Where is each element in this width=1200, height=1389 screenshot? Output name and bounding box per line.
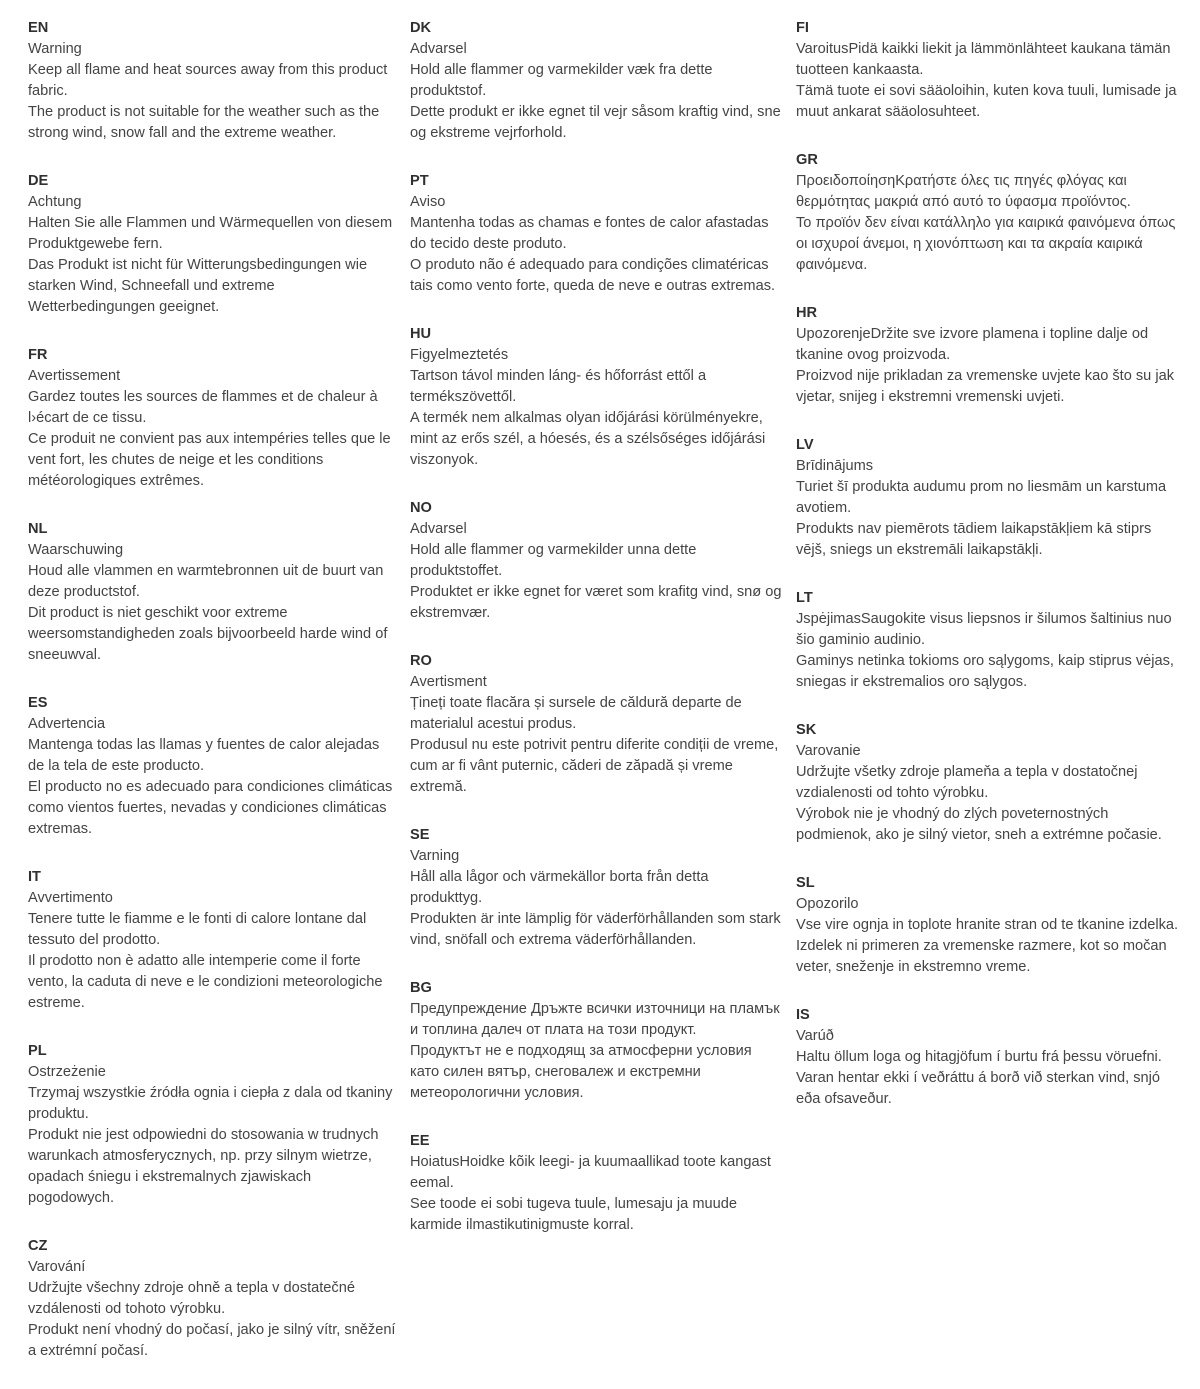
warning-text: Produsul nu este potrivit pentru diferite condiții de vreme, cum ar fi vânt puternic, căderi de zăpadă și vreme extremă. <box>410 737 779 795</box>
text-column-2 <box>410 18 782 1389</box>
language-code-label: IT <box>28 869 41 885</box>
language-code-label: CZ <box>28 1238 48 1254</box>
warning-text: Advertencia <box>28 716 106 732</box>
warning-text: Hold alle flammer og varmekilder unna dette produktstoffet. <box>410 542 697 579</box>
warning-text: Gaminys netinka tokioms oro sąlygoms, kaip stiprus vėjas, sniegas ir ekstremalios oro sąlygos. <box>796 653 1174 690</box>
warning-text: Vse vire ognja in toplote hranite stran od te tkanine izdelka. <box>796 917 1179 933</box>
warning-section-lt <box>796 588 1182 693</box>
warning-text: Mantenha todas as chamas e fontes de calor afastadas do tecido deste produto. <box>410 215 769 252</box>
language-code-label: NO <box>410 500 432 516</box>
warning-section-lv <box>796 435 1182 561</box>
warning-section-pl <box>28 1041 396 1209</box>
warning-section-pt <box>410 171 782 297</box>
warning-text: Houd alle vlammen en warmtebronnen uit de buurt van deze productstof. <box>28 563 384 600</box>
language-code-label: PT <box>410 173 429 189</box>
warning-text: See toode ei sobi tugeva tuule, lumesaju ja muude karmide ilmastikutinigmuste korral. <box>410 1196 737 1233</box>
warning-section-cz <box>28 1236 396 1362</box>
warning-text: Brīdinājums <box>796 458 874 474</box>
warning-section-sl <box>796 873 1182 978</box>
warning-text: Produkten är inte lämplig för väderförhållanden som stark vind, snöfall och extrema väderförhållanden. <box>410 911 781 948</box>
warning-text: Avertisment <box>410 674 487 690</box>
warning-text: Výrobok nie je vhodný do zlých poveternostných podmienok, ako je silný vietor, sneh a extrémne počasie. <box>796 806 1162 843</box>
warning-text: Produktet er ikke egnet for været som krafitg vind, snø og ekstremvær. <box>410 584 782 621</box>
warning-section-hr <box>796 303 1182 408</box>
warning-text: Țineți toate flacăra și sursele de căldură departe de materialul acestui produs. <box>410 695 742 732</box>
warning-text: Haltu öllum loga og hitagjöfum í burtu frá þessu vöruefni. <box>796 1049 1162 1065</box>
warning-text: El producto no es adecuado para condiciones climáticas como vientos fuertes, nevadas y condiciones climáticas extremas. <box>28 779 393 837</box>
warning-text: Turiet šī produkta audumu prom no liesmām un karstuma avotiem. <box>796 479 1167 516</box>
warning-text: HoiatusHoidke kõik leegi- ja kuumaallikad toote kangast eemal. <box>410 1154 771 1191</box>
language-code-label: DK <box>410 20 432 36</box>
warning-text: Trzymaj wszystkie źródła ognia i ciepła z dala od tkaniny produktu. <box>28 1085 393 1122</box>
warning-text: Продуктът не е подходящ за атмосферни условия като силен вятър, снеговалеж и екстремни метеорологични условия. <box>410 1043 752 1101</box>
language-code-label: NL <box>28 521 48 537</box>
warning-text: Izdelek ni primeren za vremenske razmere, kot so močan veter, sneženje in ekstremno vreme. <box>796 938 1167 975</box>
warning-text: Achtung <box>28 194 82 210</box>
warning-section-is <box>796 1005 1182 1110</box>
language-code-label: BG <box>410 980 432 996</box>
warning-section-it <box>28 867 396 1014</box>
warning-section-bg <box>410 978 782 1104</box>
language-code-label: FI <box>796 20 809 36</box>
language-code-label: SK <box>796 722 817 738</box>
warning-text: Håll alla lågor och värmekällor borta från detta produkttyg. <box>410 869 709 906</box>
warning-text: ΠροειδοποίησηΚρατήστε όλες τις πηγές φλόγας και θερμότητας μακριά από αυτό το ύφασμα προϊόντος. <box>796 173 1131 210</box>
warning-text: Proizvod nije prikladan za vremenske uvjete kao što su jak vjetar, snijeg i ekstremni vremenski uvjeti. <box>796 368 1175 405</box>
warning-section-hu <box>410 324 782 471</box>
warning-text: Предупреждение Дръжте всички източници на пламък и топлина далеч от плата на този продукт. <box>410 1001 780 1038</box>
language-code-label: SE <box>410 827 430 843</box>
language-code-label: LV <box>796 437 814 453</box>
language-code-label: GR <box>796 152 818 168</box>
warning-text: Avertissement <box>28 368 121 384</box>
warning-text: Waarschuwing <box>28 542 124 558</box>
warning-text: A termék nem alkalmas olyan időjárási körülményekre, mint az erős szél, a hóesés, és a szélsőséges időjárási viszonyok. <box>410 410 766 468</box>
warning-text: Ostrzeżenie <box>28 1064 106 1080</box>
warning-section-gr <box>796 150 1182 276</box>
warning-text: JspėjimasSaugokite visus liepsnos ir šilumos šaltinius nuo šio gaminio audinio. <box>796 611 1172 648</box>
text-column-1 <box>28 18 396 1389</box>
warning-text: Tämä tuote ei sovi sääoloihin, kuten kova tuuli, lumisade ja muut ankarat sääolosuhteet. <box>796 83 1177 120</box>
warning-text: Varning <box>410 848 460 864</box>
warning-text: Keep all flame and heat sources away from this product fabric. <box>28 62 388 99</box>
warning-section-fi <box>796 18 1182 123</box>
language-code-label: HU <box>410 326 432 342</box>
warning-section-dk <box>410 18 782 144</box>
warning-text: Produkts nav piemērots tādiem laikapstākļiem kā stiprs vējš, sniegs un ekstremāli laikapstākļi. <box>796 521 1152 558</box>
warning-section-es <box>28 693 396 840</box>
warning-section-ro <box>410 651 782 798</box>
language-code-label: IS <box>796 1007 810 1023</box>
warning-text: Tenere tutte le fiamme e le fonti di calore lontane dal tessuto del prodotto. <box>28 911 367 948</box>
warning-text: Varovanie <box>796 743 861 759</box>
warning-text: Halten Sie alle Flammen und Wärmequellen von diesem Produktgewebe fern. <box>28 215 393 252</box>
warning-text: Avvertimento <box>28 890 113 906</box>
language-code-label: EE <box>410 1133 430 1149</box>
warning-section-fr <box>28 345 396 492</box>
warning-text: O produto não é adequado para condições climatéricas tais como vento forte, queda de neve e outras extremas. <box>410 257 776 294</box>
warning-section-no <box>410 498 782 624</box>
warning-section-ee <box>410 1131 782 1236</box>
warning-text: VaroitusPidä kaikki liekit ja lämmönlähteet kaukana tämän tuotteen kankaasta. <box>796 41 1171 78</box>
warning-text: Produkt není vhodný do počasí, jako je silný vítr, sněžení a extrémní počasí. <box>28 1322 396 1359</box>
warning-text: UpozorenjeDržite sve izvore plamena i topline dalje od tkanine ovog proizvoda. <box>796 326 1149 363</box>
text-column-3 <box>796 18 1182 1389</box>
warning-text: Opozorilo <box>796 896 859 912</box>
language-code-label: EN <box>28 20 49 36</box>
warning-text: Varúð <box>796 1028 834 1044</box>
language-code-label: DE <box>28 173 49 189</box>
warning-section-se <box>410 825 782 951</box>
warning-text: Gardez toutes les sources de flammes et de chaleur à l›écart de ce tissu. <box>28 389 378 426</box>
warning-text: Udržujte všechny zdroje ohně a tepla v dostatečné vzdálenosti od tohoto výrobku. <box>28 1280 355 1317</box>
language-code-label: SL <box>796 875 815 891</box>
language-code-label: RO <box>410 653 432 669</box>
language-code-label: ES <box>28 695 48 711</box>
warning-text: Mantenga todas las llamas y fuentes de calor alejadas de la tela de este producto. <box>28 737 380 774</box>
language-code-label: LT <box>796 590 813 606</box>
warning-text: Aviso <box>410 194 446 210</box>
warning-text: Das Produkt ist nicht für Witterungsbedingungen wie starken Wind, Schneefall und extreme Wetterbedingungen geeignet. <box>28 257 368 315</box>
language-code-label: PL <box>28 1043 47 1059</box>
warning-text: Udržujte všetky zdroje plameňa a tepla v dostatočnej vzdialenosti od tohto výrobku. <box>796 764 1138 801</box>
warning-section-nl <box>28 519 396 666</box>
warning-text: Το προϊόν δεν είναι κατάλληλο για καιρικά φαινόμενα όπως οι ισχυροί άνεμοι, η χιονόπτωση και τα ακραία καιρικά φαινόμενα. <box>796 215 1176 273</box>
warning-text: Il prodotto non è adatto alle intemperie come il forte vento, la caduta di neve e le condizioni meteorologiche estreme. <box>28 953 383 1011</box>
warning-text: Advarsel <box>410 521 467 537</box>
language-code-label: HR <box>796 305 818 321</box>
warning-text: Varování <box>28 1259 86 1275</box>
warning-text: Produkt nie jest odpowiedni do stosowania w trudnych warunkach atmosferycznych, np. przy silnym wietrze, opadach śniegu i ekstremalnych zjawiskach pogodowych. <box>28 1127 379 1206</box>
warning-section-de <box>28 171 396 318</box>
warning-text: The product is not suitable for the weather such as the strong wind, snow fall and the extreme weather. <box>28 104 380 141</box>
warning-text: Dit product is niet geschikt voor extreme weersomstandigheden zoals bijvoorbeeld harde wind of sneeuwval. <box>28 605 388 663</box>
warning-text: Hold alle flammer og varmekilder væk fra dette produktstof. <box>410 62 713 99</box>
warning-text: Tartson távol minden láng- és hőforrást ettől a termékszövettől. <box>410 368 707 405</box>
warning-text: Advarsel <box>410 41 467 57</box>
warning-section-sk <box>796 720 1182 846</box>
warning-text: Figyelmeztetés <box>410 347 509 363</box>
language-code-label: FR <box>28 347 48 363</box>
warning-text: Warning <box>28 41 82 57</box>
warning-text: Varan hentar ekki í veðráttu á borð við sterkan vind, snjó eða ofsaveður. <box>796 1070 1160 1107</box>
warning-section-en <box>28 18 396 144</box>
warning-text: Ce produit ne convient pas aux intempéries telles que le vent fort, les chutes de neige et les conditions météorologiques extrêmes. <box>28 431 391 489</box>
warning-text: Dette produkt er ikke egnet til vejr såsom kraftig vind, sne og ekstreme vejrforhold. <box>410 104 781 141</box>
